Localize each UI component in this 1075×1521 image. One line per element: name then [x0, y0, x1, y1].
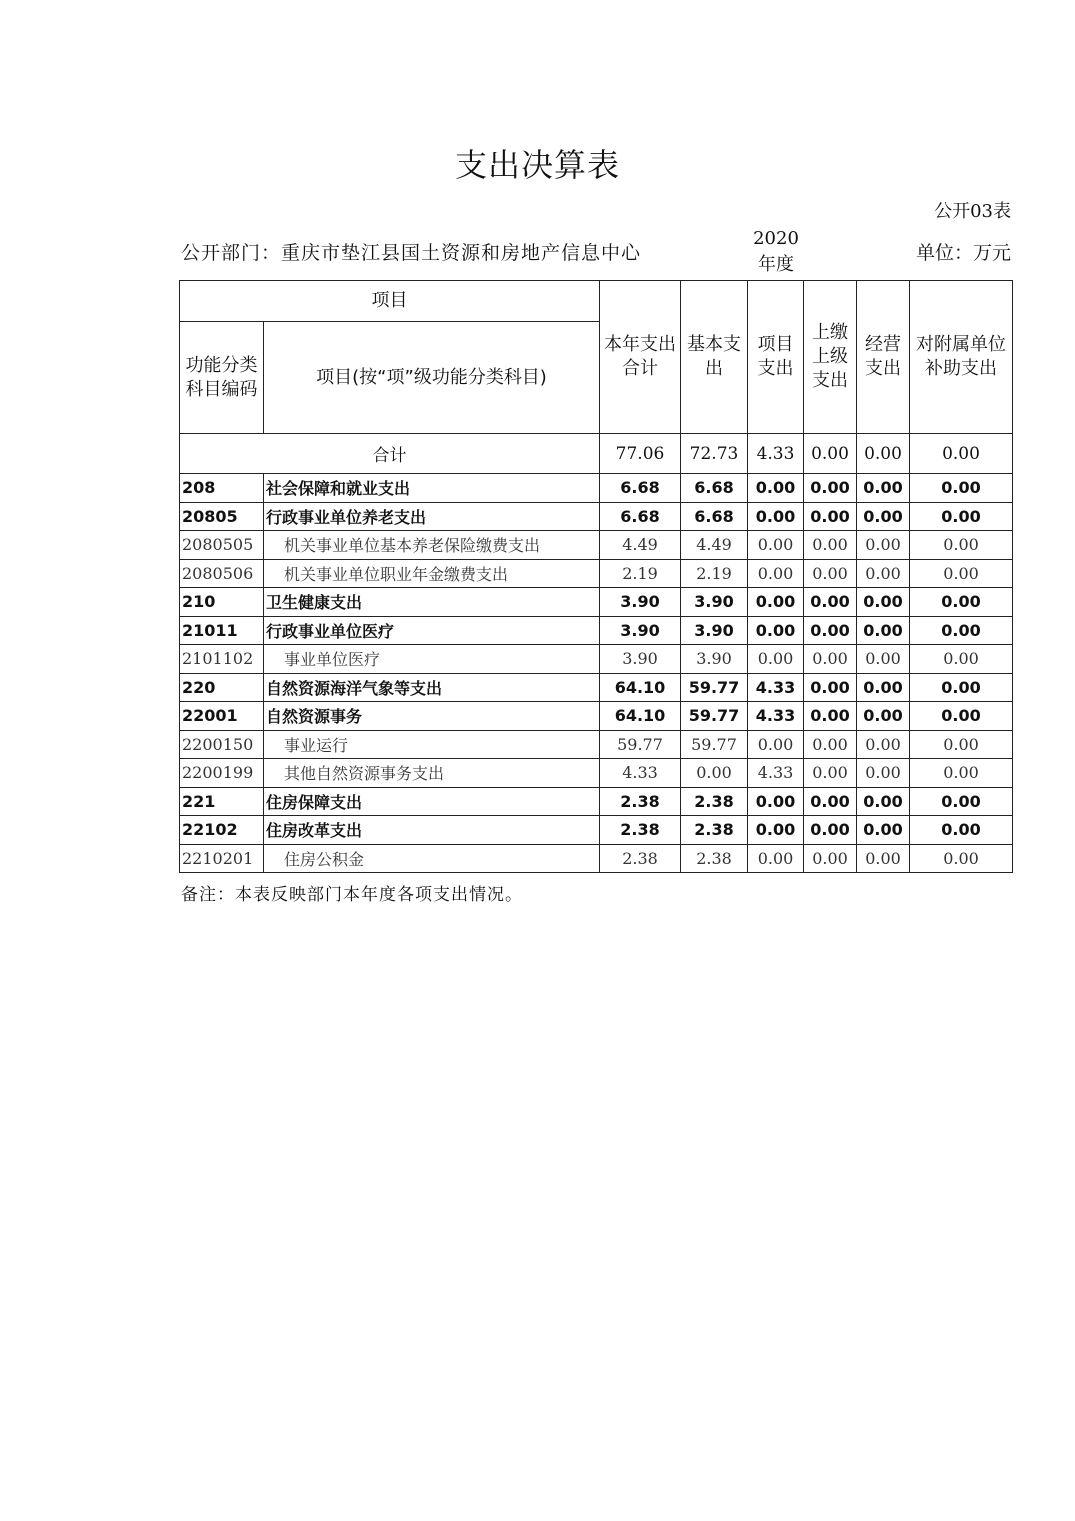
table-row: [180, 702, 1013, 731]
row-value: 0.00: [910, 559, 1013, 588]
row-value: 0.00: [857, 816, 910, 845]
header-name: 项目(按“项”级功能分类科目): [264, 322, 600, 434]
row-value: 0.00: [857, 474, 910, 503]
row-value: 0.00: [857, 787, 910, 816]
row-value: 0.00: [748, 645, 804, 674]
row-value: 0.00: [804, 673, 857, 702]
row-name: 行政事业单位医疗: [264, 616, 600, 645]
table-row: [180, 502, 1013, 531]
row-name: 住房改革支出: [264, 816, 600, 845]
row-value: 3.90: [681, 588, 748, 617]
table-row: [180, 474, 1013, 503]
row-code: 2210201: [180, 844, 264, 873]
row-value: 0.00: [910, 502, 1013, 531]
row-name: 住房公积金: [264, 844, 600, 873]
row-value: 0.00: [748, 816, 804, 845]
row-value: 0.00: [910, 730, 1013, 759]
row-value: 4.33: [600, 759, 681, 788]
row-value: 0.00: [748, 474, 804, 503]
row-name: 社会保障和就业支出: [264, 474, 600, 503]
row-value: 3.90: [681, 645, 748, 674]
year-number: 2020: [753, 228, 799, 249]
row-code: 220: [180, 673, 264, 702]
total-cell: 72.73: [681, 434, 748, 474]
row-value: 59.77: [681, 673, 748, 702]
row-value: 0.00: [804, 474, 857, 503]
row-value: 0.00: [804, 502, 857, 531]
header-upper: 上缴上级支出: [804, 281, 857, 434]
row-value: 0.00: [857, 645, 910, 674]
year-label: [748, 226, 804, 278]
row-value: 0.00: [804, 844, 857, 873]
row-value: 0.00: [748, 531, 804, 560]
row-value: 59.77: [681, 730, 748, 759]
table-row: [180, 616, 1013, 645]
row-value: 2.38: [681, 787, 748, 816]
total-row: [180, 434, 1013, 474]
row-value: 2.38: [600, 844, 681, 873]
row-value: 0.00: [910, 787, 1013, 816]
row-value: 3.90: [600, 588, 681, 617]
row-value: 0.00: [748, 730, 804, 759]
header-basic: 基本支出: [681, 281, 748, 434]
form-number: 公开03表: [934, 201, 1011, 222]
row-code: 2080505: [180, 531, 264, 560]
row-value: 0.00: [681, 759, 748, 788]
row-value: 59.77: [681, 702, 748, 731]
row-value: 2.38: [681, 844, 748, 873]
row-value: 0.00: [804, 616, 857, 645]
row-value: 2.19: [600, 559, 681, 588]
department-label: 公开部门：重庆市垫江县国土资源和房地产信息中心: [181, 242, 642, 264]
row-value: 4.49: [681, 531, 748, 560]
total-cell: 4.33: [748, 434, 804, 474]
row-code: 21011: [180, 616, 264, 645]
row-code: 2200199: [180, 759, 264, 788]
row-name: 机关事业单位职业年金缴费支出: [264, 559, 600, 588]
table-row: [180, 787, 1013, 816]
row-value: 0.00: [857, 759, 910, 788]
expenditure-table: [179, 280, 1013, 873]
row-name: 事业单位医疗: [264, 645, 600, 674]
row-value: 0.00: [857, 844, 910, 873]
row-value: 6.68: [600, 502, 681, 531]
row-value: 0.00: [857, 531, 910, 560]
total-label: 合计: [180, 434, 600, 474]
row-value: 0.00: [910, 673, 1013, 702]
row-name: 自然资源事务: [264, 702, 600, 731]
total-cell: 0.00: [804, 434, 857, 474]
table-row: [180, 673, 1013, 702]
row-code: 22001: [180, 702, 264, 731]
row-value: 2.38: [600, 816, 681, 845]
row-value: 0.00: [804, 787, 857, 816]
row-value: 0.00: [857, 702, 910, 731]
row-value: 0.00: [857, 559, 910, 588]
row-value: 0.00: [748, 844, 804, 873]
row-value: 64.10: [600, 673, 681, 702]
row-value: 0.00: [910, 616, 1013, 645]
row-value: 4.33: [748, 673, 804, 702]
row-value: 0.00: [910, 531, 1013, 560]
unit-label: 单位：万元: [915, 242, 1011, 264]
row-value: 0.00: [857, 502, 910, 531]
row-value: 2.38: [600, 787, 681, 816]
row-value: 0.00: [857, 588, 910, 617]
row-code: 2200150: [180, 730, 264, 759]
row-value: 0.00: [910, 588, 1013, 617]
header-business: 经营支出: [857, 281, 910, 434]
row-code: 22102: [180, 816, 264, 845]
table-row: [180, 759, 1013, 788]
row-value: 0.00: [857, 673, 910, 702]
total-cell: 0.00: [910, 434, 1013, 474]
row-value: 64.10: [600, 702, 681, 731]
table-row: [180, 730, 1013, 759]
row-code: 208: [180, 474, 264, 503]
row-name: 事业运行: [264, 730, 600, 759]
row-value: 0.00: [748, 502, 804, 531]
row-value: 0.00: [910, 759, 1013, 788]
row-value: 0.00: [910, 816, 1013, 845]
row-value: 0.00: [857, 616, 910, 645]
row-value: 4.33: [748, 702, 804, 731]
row-value: 0.00: [748, 588, 804, 617]
row-code: 2080506: [180, 559, 264, 588]
row-value: 0.00: [804, 816, 857, 845]
row-name: 行政事业单位养老支出: [264, 502, 600, 531]
row-name: 机关事业单位基本养老保险缴费支出: [264, 531, 600, 560]
table-row: [180, 559, 1013, 588]
row-value: 0.00: [910, 474, 1013, 503]
table-row: [180, 816, 1013, 845]
year-suffix: 年度: [758, 254, 794, 275]
row-value: 0.00: [804, 531, 857, 560]
page-title: 支出决算表: [454, 146, 620, 184]
header-total: 本年支出合计: [600, 281, 681, 434]
row-value: 6.68: [681, 502, 748, 531]
row-value: 0.00: [804, 702, 857, 731]
total-cell: 0.00: [857, 434, 910, 474]
header-item: 项目支出: [748, 281, 804, 434]
row-value: 0.00: [857, 730, 910, 759]
row-value: 0.00: [748, 616, 804, 645]
row-value: 3.90: [600, 645, 681, 674]
table-row: [180, 531, 1013, 560]
table-row: [180, 588, 1013, 617]
row-value: 0.00: [804, 730, 857, 759]
row-name: 卫生健康支出: [264, 588, 600, 617]
row-value: 0.00: [910, 844, 1013, 873]
row-name: 住房保障支出: [264, 787, 600, 816]
table-row: [180, 645, 1013, 674]
row-value: 0.00: [910, 645, 1013, 674]
table-row: [180, 844, 1013, 873]
row-value: 3.90: [681, 616, 748, 645]
row-value: 0.00: [748, 787, 804, 816]
total-cell: 77.06: [600, 434, 681, 474]
row-code: 221: [180, 787, 264, 816]
row-value: 4.49: [600, 531, 681, 560]
remark-note: 备注：本表反映部门本年度各项支出情况。: [181, 885, 523, 905]
row-value: 59.77: [600, 730, 681, 759]
row-value: 0.00: [804, 759, 857, 788]
header-subsidy: 对附属单位补助支出: [910, 281, 1013, 434]
row-value: 0.00: [804, 588, 857, 617]
row-name: 自然资源海洋气象等支出: [264, 673, 600, 702]
row-code: 20805: [180, 502, 264, 531]
header-project: 项目: [180, 281, 600, 322]
row-value: 3.90: [600, 616, 681, 645]
row-value: 0.00: [748, 559, 804, 588]
row-value: 0.00: [910, 702, 1013, 731]
row-code: 2101102: [180, 645, 264, 674]
row-code: 210: [180, 588, 264, 617]
header-code: 功能分类科目编码: [180, 322, 264, 434]
row-value: 2.19: [681, 559, 748, 588]
row-value: 2.38: [681, 816, 748, 845]
row-name: 其他自然资源事务支出: [264, 759, 600, 788]
row-value: 6.68: [600, 474, 681, 503]
row-value: 0.00: [804, 559, 857, 588]
row-value: 6.68: [681, 474, 748, 503]
row-value: 0.00: [804, 645, 857, 674]
row-value: 4.33: [748, 759, 804, 788]
